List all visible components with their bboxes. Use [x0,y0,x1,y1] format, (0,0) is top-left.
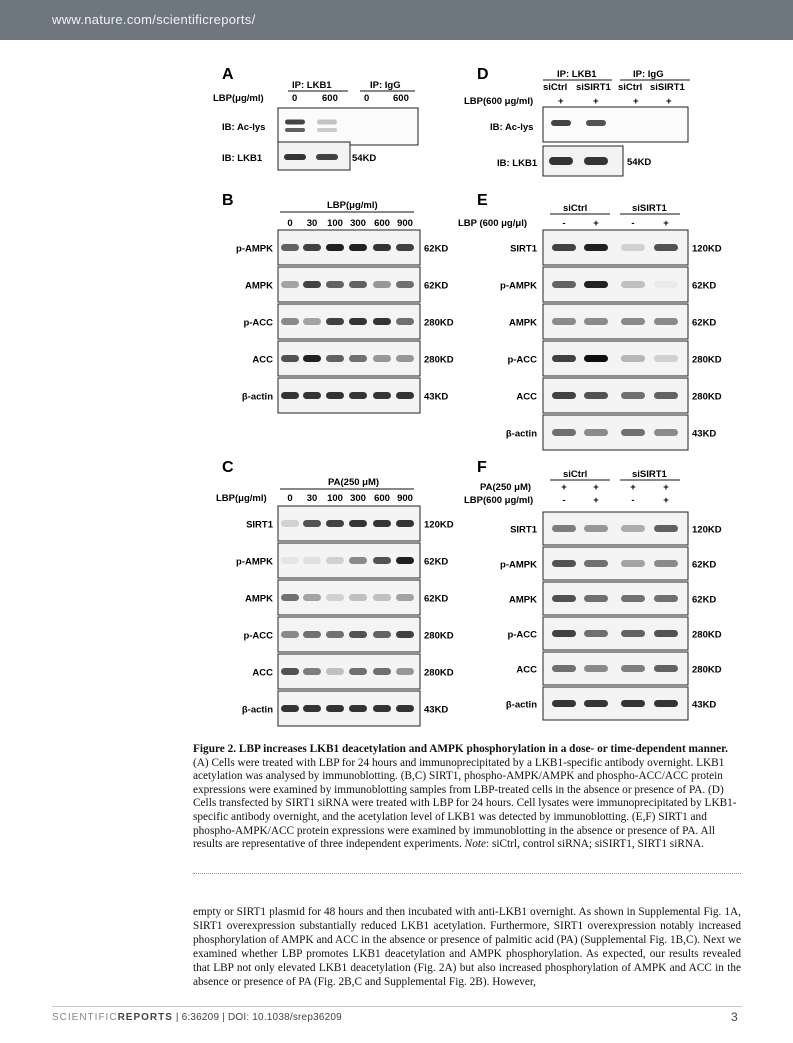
citation-doi[interactable]: | 6:36209 | DOI: 10.1038/srep36209 [172,1012,342,1023]
blot-band [584,355,608,362]
blot-band [281,318,299,325]
panel-f-lbp-sign: + [593,495,599,506]
panel-c-dose: 900 [397,493,413,504]
blot-band [326,631,344,638]
blot-row-label: ACC [516,391,537,403]
blot-band [584,281,608,288]
panel-d-row-label: IB: Ac-lys [490,122,534,133]
blot-band [349,281,367,288]
blot-band [326,520,344,527]
blot-band [584,595,608,602]
panel-f-lbp-sign: - [631,495,635,506]
panel-f-lbp-sign: + [663,495,669,506]
blot-row-label: SIRT1 [510,524,537,536]
blot-kd-label: 280KD [692,664,722,676]
blot-band [326,594,344,601]
blot-band [349,392,367,399]
panel-c-dose: 100 [327,493,343,504]
blot-band [584,429,608,436]
panel-c-letter: C [222,459,234,476]
blot-band [552,700,576,707]
blot-band [621,429,645,436]
blot-band [285,128,305,132]
caption-part-ef: (E,F) SIRT1 and phospho-AMPK/ACC protein expressions were examined by immunoblotting in the absence or presence of PA. All results are representative of three independent experiments. [193,810,715,851]
caption-figure-label: Figure 2. [193,743,237,755]
blot-kd-label: 62KD [424,593,449,605]
blot-band [303,318,321,325]
blot-band [621,392,645,399]
panel-d-row-label: IB: LKB1 [497,158,538,169]
blot-band [654,318,678,325]
blot-band [552,560,576,567]
blot-band [373,520,391,527]
blot-kd-label: 43KD [424,391,449,403]
panel-b-title: LBP(μg/ml) [327,200,378,211]
blot-band [621,355,645,362]
panel-a-lbp-label: LBP(μg/ml) [213,93,264,104]
blot-band [621,525,645,532]
blot-kd-label: 280KD [692,391,722,403]
blot-band [396,355,414,362]
blot-band [654,392,678,399]
blot-band [281,594,299,601]
blot-band [584,318,608,325]
blot-kd-label: 120KD [692,524,722,536]
blot-band [281,244,299,251]
panel-f-pa-label: PA(250 μM) [480,482,532,493]
blot-band [551,120,571,126]
blot-band [303,281,321,288]
blot-band [396,705,414,712]
panel-c-dose: 600 [374,493,390,504]
blot-band [326,557,344,564]
panel-b-dose: 100 [327,218,343,229]
blot-band [621,560,645,567]
panel-a-ip-igg: IP: IgG [370,80,401,91]
blot-band [396,668,414,675]
blot-band [373,668,391,675]
blot-band [326,392,344,399]
panel-d-group: siCtrl [618,82,643,93]
panel-d-sign: + [666,96,672,107]
blot-kd-label: 62KD [424,556,449,568]
panel-f-pa-sign: + [593,482,599,493]
blot-band [396,557,414,564]
panel-f-group1: siCtrl [563,469,588,480]
blot-band [373,355,391,362]
panel-d-sign: + [593,96,599,107]
blot-band [349,668,367,675]
blot-band [281,281,299,288]
blot-band [303,557,321,564]
blot-band [326,244,344,251]
panel-a-ip-lkb1: IP: LKB1 [292,80,332,91]
panel-a-dose: 0 [364,93,370,104]
blot-kd-label: 280KD [424,354,454,366]
blot-row-label: p-ACC [243,317,273,329]
panel-a-row-label: IB: Ac-lys [222,122,266,133]
blot-band [349,520,367,527]
blot-row-label: p-ACC [507,629,537,641]
blot-band [654,630,678,637]
blot-kd-label: 62KD [692,317,717,329]
blot-band [326,705,344,712]
blot-band [281,392,299,399]
caption-part-a: (A) Cells were treated with LBP for 24 hours and immunoprecipitated by a LKB1-specific antibody overnight. LKB1 acetylation was analysed by immunoblotting. [193,756,725,783]
page-number: 3 [731,1010,738,1024]
blot-band [373,318,391,325]
blot-row-label: β-actin [505,428,537,440]
blot-band [552,525,576,532]
blot-band [552,355,576,362]
journal-name-bold: REPORTS [117,1012,173,1023]
blot-kd-label: 62KD [692,559,717,571]
journal-name-light: SCIENTIFIC [52,1012,118,1023]
panel-e-sign: + [663,218,669,229]
panel-b-dose: 0 [287,218,293,229]
blot-band [621,281,645,288]
blot-band [396,392,414,399]
blot-band [396,244,414,251]
blot-band [373,557,391,564]
blot-band [303,705,321,712]
panel-d-ip-igg: IP: IgG [633,69,664,80]
panel-f-lbp-sign: - [562,495,566,506]
panel-a-blot-aclys [278,108,418,145]
site-header [0,0,793,40]
figure-caption [193,743,741,852]
panel-c-dose: 0 [287,493,293,504]
blot-kd-label: 120KD [692,243,722,255]
panel-a-dose: 600 [322,93,338,104]
blot-band [349,705,367,712]
blot-band [316,154,338,160]
blot-band [284,154,306,160]
blot-band [552,318,576,325]
panel-d-sign: + [633,96,639,107]
panel-b-dose: 300 [350,218,366,229]
blot-band [552,665,576,672]
blot-band [349,244,367,251]
body-paragraph: empty or SIRT1 plasmid for 48 hours and then incubated with anti-LKB1 overnight. As shown in Supplemental Fig. 1A, SIRT1 overexpression substantially reduced LKB1 acetylation. Furthermore, SIRT1 overexpression notably increased phosphorylation of AMPK and ACC in the absence or presence of palmitic acid (PA) (Supplemental Fig. 1B,C). Next we examined whether LBP promotes LKB1 deacetylation and AMPK phosphorylation. As expected, our results revealed that LBP not only elevated LKB1 deacetylation (Fig. 2A) but also increased phosphorylation of AMPK and ACC in the absence or presence of PA (Fig. 2B,C and Supplemental Fig. 2B). However, [193,906,741,988]
panel-c-dose: 300 [350,493,366,504]
panel-f-pa-sign: + [630,482,636,493]
blot-row-label: p-AMPK [500,559,537,571]
blot-row-label: p-ACC [507,354,537,366]
blot-band [621,595,645,602]
blot-band [654,560,678,567]
blot-band [326,281,344,288]
panel-a-letter: A [222,66,234,83]
blot-row-label: SIRT1 [510,243,537,255]
blot-band [281,631,299,638]
blot-band [349,355,367,362]
blot-kd-label: 280KD [692,629,722,641]
blot-band [654,429,678,436]
blot-band [552,429,576,436]
panel-f-pa-sign: + [561,482,567,493]
blot-row-label: β-actin [241,391,273,403]
panel-f-pa-sign: + [663,482,669,493]
panel-f-lbp-label: LBP(600 μg/ml) [464,495,534,506]
panel-b-dose: 30 [306,218,318,229]
panel-e-lbp-label: LBP (600 μg/μl) [458,218,527,229]
panel-d-lbp-label: LBP(600 μg/ml) [464,96,534,107]
caption-part-bc: (B,C) SIRT1, phospho-AMPK/AMPK and phospho-ACC/ACC protein expressions were examined by immunoblotting samples from LBP-treated cells in the absence or presence of PA. [193,770,723,796]
site-url[interactable]: www.nature.com/scientificreports/ [52,12,256,27]
blot-band [396,281,414,288]
blot-band [396,631,414,638]
blot-band [349,557,367,564]
blot-band [303,594,321,601]
panel-d-letter: D [477,66,489,83]
blot-band [281,355,299,362]
blot-band [303,631,321,638]
caption-note-label: Note [464,838,486,851]
panel-f-letter: F [477,459,487,476]
blot-band [373,244,391,251]
blot-band [349,631,367,638]
panel-e-group1: siCtrl [563,203,588,214]
footer-citation [52,1012,342,1023]
blot-kd-label: 62KD [692,280,717,292]
panel-d-group: siCtrl [543,82,568,93]
blot-band [303,355,321,362]
blot-band [654,665,678,672]
blot-band [552,595,576,602]
blot-band [584,392,608,399]
blot-band [373,631,391,638]
blot-kd-label: 43KD [692,699,717,711]
panel-e-sign: + [593,218,599,229]
blot-row-label: AMPK [245,593,273,605]
panel-d-kd: 54KD [627,157,652,168]
blot-band [326,668,344,675]
blot-band [549,157,573,165]
blot-band [303,392,321,399]
panel-c-title: PA(250 μM) [328,477,380,488]
blot-row-label: ACC [516,664,537,676]
panel-c-dose: 30 [306,493,318,504]
caption-note: : siCtrl, control siRNA; siSIRT1, SIRT1 siRNA. [486,838,705,851]
blot-band [349,318,367,325]
blot-band [373,392,391,399]
blot-band [552,244,576,251]
panel-e-sign: - [562,218,566,229]
blot-band [586,120,606,126]
blot-band [281,668,299,675]
panel-a-kd: 54KD [352,153,377,164]
blot-band [303,244,321,251]
blot-band [396,594,414,601]
blot-row-label: β-actin [241,704,273,716]
blot-band [654,525,678,532]
blot-band [396,318,414,325]
blot-row-label: AMPK [509,317,537,329]
caption-title: LBP increases LKB1 deacetylation and AMPK phosphorylation in a dose- or time-dependent manner. [238,743,728,755]
blot-band [552,281,576,288]
blot-kd-label: 62KD [692,594,717,606]
blot-kd-label: 62KD [424,243,449,255]
blot-band [621,665,645,672]
blot-band [281,705,299,712]
blot-kd-label: 280KD [424,667,454,679]
blot-band [654,244,678,251]
panel-a-dose: 0 [292,93,298,104]
panel-a-dose: 600 [393,93,409,104]
panel-b-dose: 600 [374,218,390,229]
blot-band [552,392,576,399]
panel-e-sign: - [631,218,635,229]
panel-f-group2: siSIRT1 [632,469,667,480]
blot-band [654,355,678,362]
blot-band [317,128,337,132]
blot-band [373,594,391,601]
blot-band [584,700,608,707]
panel-d-group: siSIRT1 [650,82,685,93]
blot-band [326,318,344,325]
blot-band [584,244,608,251]
panel-b-dose: 900 [397,218,413,229]
panel-b-letter: B [222,192,234,209]
blot-kd-label: 43KD [692,428,717,440]
blot-row-label: p-AMPK [236,556,273,568]
footer-divider [52,1006,742,1007]
blot-band [396,520,414,527]
blot-band [303,520,321,527]
western-blot-figure [200,60,740,730]
blot-row-label: ACC [252,354,273,366]
blot-band [654,281,678,288]
blot-row-label: AMPK [245,280,273,292]
blot-band [373,281,391,288]
blot-band [552,630,576,637]
blot-band [281,520,299,527]
blot-row-label: ACC [252,667,273,679]
blot-band [654,595,678,602]
blot-kd-label: 120KD [424,519,454,531]
blot-kd-label: 280KD [692,354,722,366]
blot-kd-label: 43KD [424,704,449,716]
panel-e-group2: siSIRT1 [632,203,667,214]
blot-band [621,630,645,637]
blot-band [621,244,645,251]
blot-band [285,120,305,125]
caption-part-d: (D) Cells transfected by SIRT1 siRNA were treated with LBP for 24 hours. Cell lysates were immunoprecipitated by LKB1-specific antibody overnight, and the acetylation level of LKB1 was detected by immunoblotting. [193,783,737,823]
blot-band [621,700,645,707]
panel-c-lbp-label: LBP(μg/ml) [216,493,267,504]
panel-d-sign: + [558,96,564,107]
blot-row-label: β-actin [505,699,537,711]
panel-d-group: siSIRT1 [576,82,611,93]
blot-band [326,355,344,362]
panel-a-row-label: IB: LKB1 [222,153,263,164]
blot-band [584,560,608,567]
blot-row-label: p-AMPK [500,280,537,292]
blot-row-label: SIRT1 [246,519,273,531]
blot-band [654,700,678,707]
blot-row-label: AMPK [509,594,537,606]
blot-band [584,157,608,165]
blot-band [349,594,367,601]
blot-kd-label: 62KD [424,280,449,292]
panel-d-ip-lkb1: IP: LKB1 [557,69,597,80]
panel-e-letter: E [477,192,488,209]
blot-band [281,557,299,564]
blot-kd-label: 280KD [424,630,454,642]
blot-band [303,668,321,675]
blot-band [621,318,645,325]
caption-separator [193,873,741,874]
blot-band [584,525,608,532]
blot-kd-label: 280KD [424,317,454,329]
blot-band [584,630,608,637]
blot-row-label: p-AMPK [236,243,273,255]
blot-band [584,665,608,672]
blot-band [317,120,337,125]
blot-band [373,705,391,712]
blot-row-label: p-ACC [243,630,273,642]
